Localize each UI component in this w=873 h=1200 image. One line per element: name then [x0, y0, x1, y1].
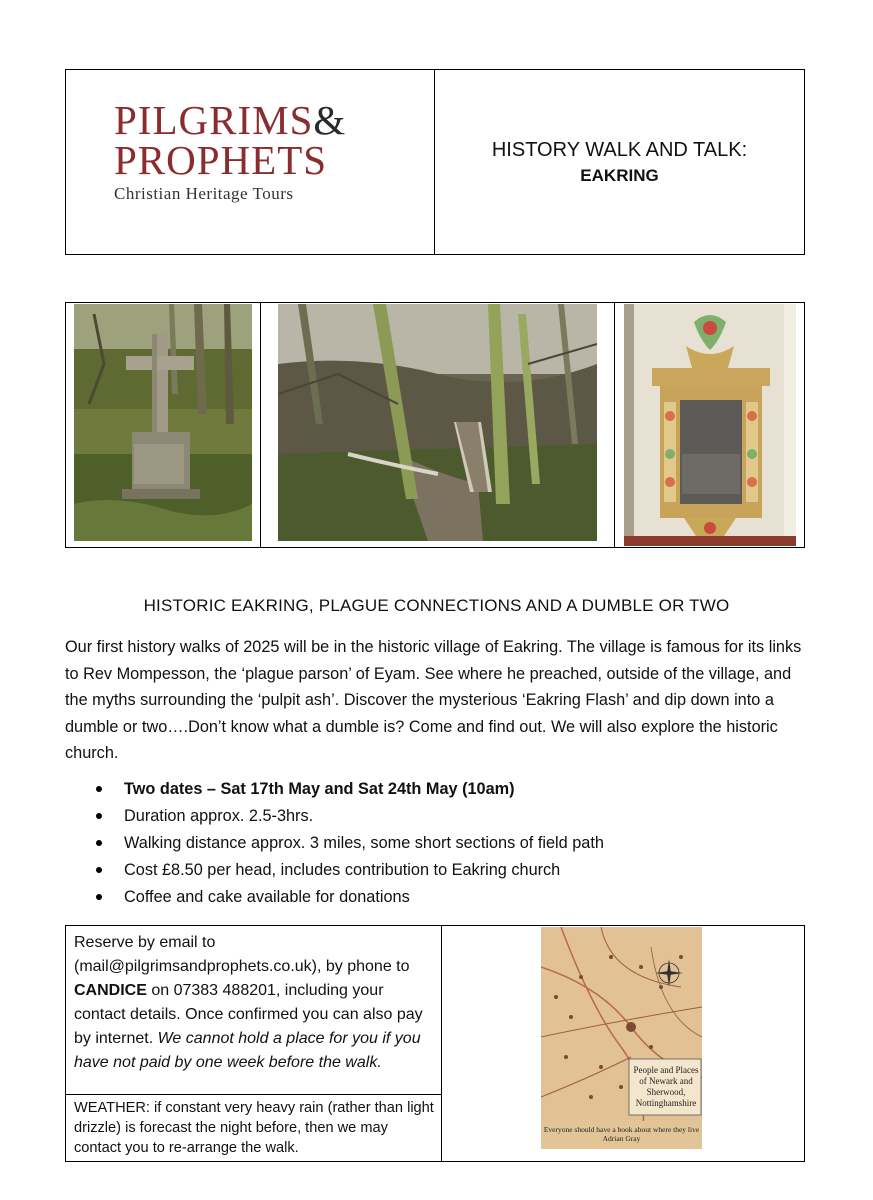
church-memorial-photo	[624, 304, 796, 546]
intro-paragraph: Our first history walks of 2025 will be in the historic village of Eakring. The village is famous for its links to Rev Mompesson, the ‘plague parson’ of Eyam. See where he preached, outside of the village, and the myths surrounding the ‘pulpit ash’. Discover the mysterious ‘Eakring Flash’ and dip down into a dumble or two….Don’t know what a dumble is? Come and find out. We will also explore the historic church.	[65, 638, 802, 762]
photo-divider	[614, 303, 615, 547]
table-row-divider	[66, 1094, 442, 1095]
logo-word-pilgrims: PILGRIMS	[114, 97, 314, 143]
contact-name: CANDICE	[74, 982, 147, 999]
page-title: HISTORY WALK AND TALK:	[491, 139, 748, 161]
list-item-text: Cost £8.50 per head, includes contribution to Eakring church	[124, 861, 561, 879]
list-item-text: Duration approx. 2.5-3hrs.	[124, 807, 314, 825]
bullet-icon	[96, 867, 102, 873]
table-divider	[441, 926, 442, 1161]
header-box	[65, 69, 805, 255]
logo-ampersand: &	[313, 97, 347, 143]
bullet-icon	[96, 786, 102, 792]
book-tagline: Everyone should have a book about where they live	[543, 1125, 700, 1134]
weather-note: WEATHER: if constant very heavy rain (rather than light drizzle) is forecast the night before, then we may contact you to re-arrange the walk.	[74, 1100, 434, 1156]
list-item	[65, 832, 604, 859]
list-item-text: Coffee and cake available for donations	[124, 888, 410, 906]
stone-cross-photo	[74, 304, 252, 541]
photo-strip	[65, 302, 805, 548]
bullet-icon	[96, 894, 102, 900]
section-title: HISTORIC EAKRING, PLAGUE CONNECTIONS AND A DUMBLE OR TWO	[143, 596, 730, 615]
list-item	[65, 859, 604, 886]
logo-word-prophets: PROPHETS	[114, 137, 328, 183]
logo-tagline: Christian Heritage Tours	[114, 184, 294, 203]
dumble-footbridge-photo	[278, 304, 597, 541]
book-cover-image	[541, 927, 702, 1149]
reserve-instructions	[74, 931, 434, 1075]
details-list	[65, 778, 604, 913]
list-item	[65, 886, 604, 913]
booking-table	[65, 925, 805, 1162]
payment-note: We cannot hold a place for you if you have not paid by one week before the walk.	[74, 1030, 421, 1071]
pilgrims-prophets-logo	[114, 97, 394, 204]
book-author: Adrian Gray	[602, 1134, 641, 1143]
list-item-text: Walking distance approx. 3 miles, some short sections of field path	[124, 834, 604, 852]
list-item	[65, 778, 604, 805]
reserve-text-continued: on 07383 488201, including your contact details. Once confirmed you can also pay by internet.	[74, 982, 423, 1047]
header-divider	[434, 70, 435, 254]
book-caption	[541, 1125, 702, 1143]
page-subtitle: EAKRING	[580, 166, 659, 185]
photo-divider	[260, 303, 261, 547]
bullet-icon	[96, 840, 102, 846]
bullet-icon	[96, 813, 102, 819]
list-item	[65, 805, 604, 832]
reserve-text: Reserve by email to (mail@pilgrimsandprophets.co.uk), by phone to	[74, 934, 410, 975]
list-item-text: Two dates – Sat 17th May and Sat 24th May (10am)	[124, 780, 515, 798]
book-title: People and Places of Newark and Sherwood, Nottinghamshire	[633, 1065, 699, 1108]
